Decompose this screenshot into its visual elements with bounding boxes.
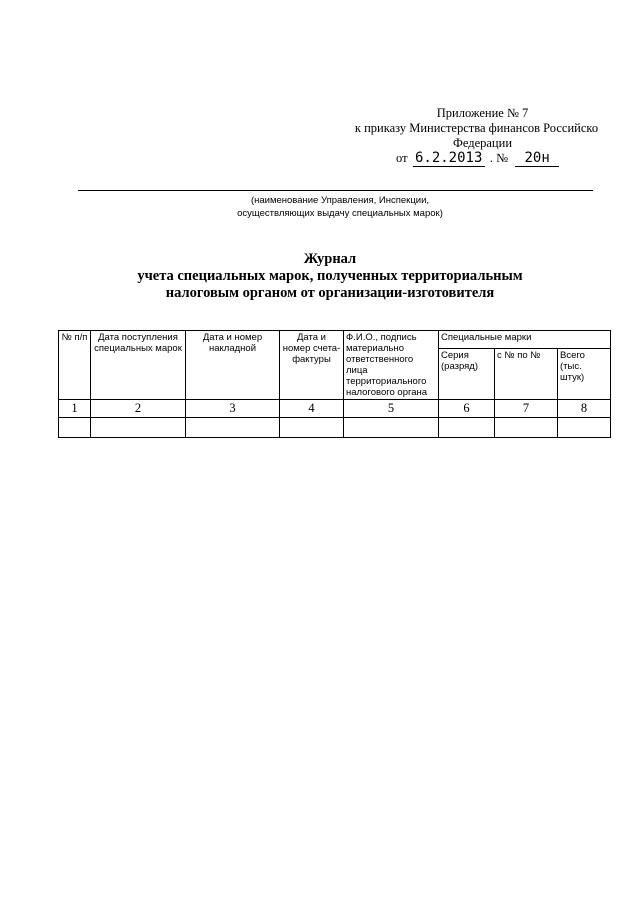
appendix-title: Приложение № 7 bbox=[436, 106, 529, 120]
col-number-4: 4 bbox=[280, 400, 344, 418]
header-range: с № по № bbox=[495, 349, 558, 400]
title-line-2: учета специальных марок, полученных территориальным bbox=[137, 268, 523, 284]
header-series: Серия (разряд) bbox=[439, 349, 495, 400]
empty-cell bbox=[91, 418, 186, 438]
col-number-3: 3 bbox=[186, 400, 280, 418]
col-number-6: 6 bbox=[439, 400, 495, 418]
header-factura: Дата и номер счета-фактуры bbox=[280, 331, 344, 400]
order-number: 20н bbox=[515, 150, 559, 167]
empty-cell bbox=[344, 418, 439, 438]
appendix-block bbox=[345, 106, 620, 151]
order-date: 6.2.2013 bbox=[413, 150, 485, 167]
header-invoice: Дата и номер накладной bbox=[186, 331, 280, 400]
appendix-order-ref: к приказу Министерства финансов Российско bbox=[354, 121, 599, 135]
name-underline bbox=[78, 190, 593, 191]
col-number-5: 5 bbox=[344, 400, 439, 418]
col-number-2: 2 bbox=[91, 400, 186, 418]
title-line-3: налоговым органом от организации-изготовителя bbox=[165, 285, 495, 301]
caption-line-1: (наименование Управления, Инспекции, bbox=[250, 195, 430, 206]
order-date-number bbox=[396, 150, 559, 167]
empty-data-row bbox=[59, 418, 611, 438]
name-caption bbox=[185, 194, 495, 220]
empty-cell bbox=[59, 418, 91, 438]
header-row bbox=[59, 331, 611, 349]
header-num: № п/п bbox=[59, 331, 91, 400]
journal-title bbox=[70, 251, 590, 302]
empty-cell bbox=[495, 418, 558, 438]
empty-cell bbox=[280, 418, 344, 438]
col-number-1: 1 bbox=[59, 400, 91, 418]
title-line-1: Журнал bbox=[303, 251, 357, 267]
empty-cell bbox=[186, 418, 280, 438]
empty-cell bbox=[558, 418, 611, 438]
column-number-row bbox=[59, 400, 611, 418]
from-label: от bbox=[396, 151, 408, 165]
col-number-7: 7 bbox=[495, 400, 558, 418]
header-receipt-date: Дата поступления специальных марок bbox=[91, 331, 186, 400]
header-special-marks: Специальные марки bbox=[439, 331, 611, 349]
journal-table bbox=[58, 330, 611, 438]
appendix-order-ref-cont: Федерации bbox=[452, 136, 513, 150]
number-label: . № bbox=[489, 151, 508, 165]
empty-cell bbox=[439, 418, 495, 438]
header-person: Ф.И.О., подпись материально ответственного лица территориального налогового органа bbox=[344, 331, 439, 400]
caption-line-2: осуществляющих выдачу специальных марок) bbox=[237, 208, 443, 219]
header-total: Всего (тыс. штук) bbox=[558, 349, 611, 400]
col-number-8: 8 bbox=[558, 400, 611, 418]
